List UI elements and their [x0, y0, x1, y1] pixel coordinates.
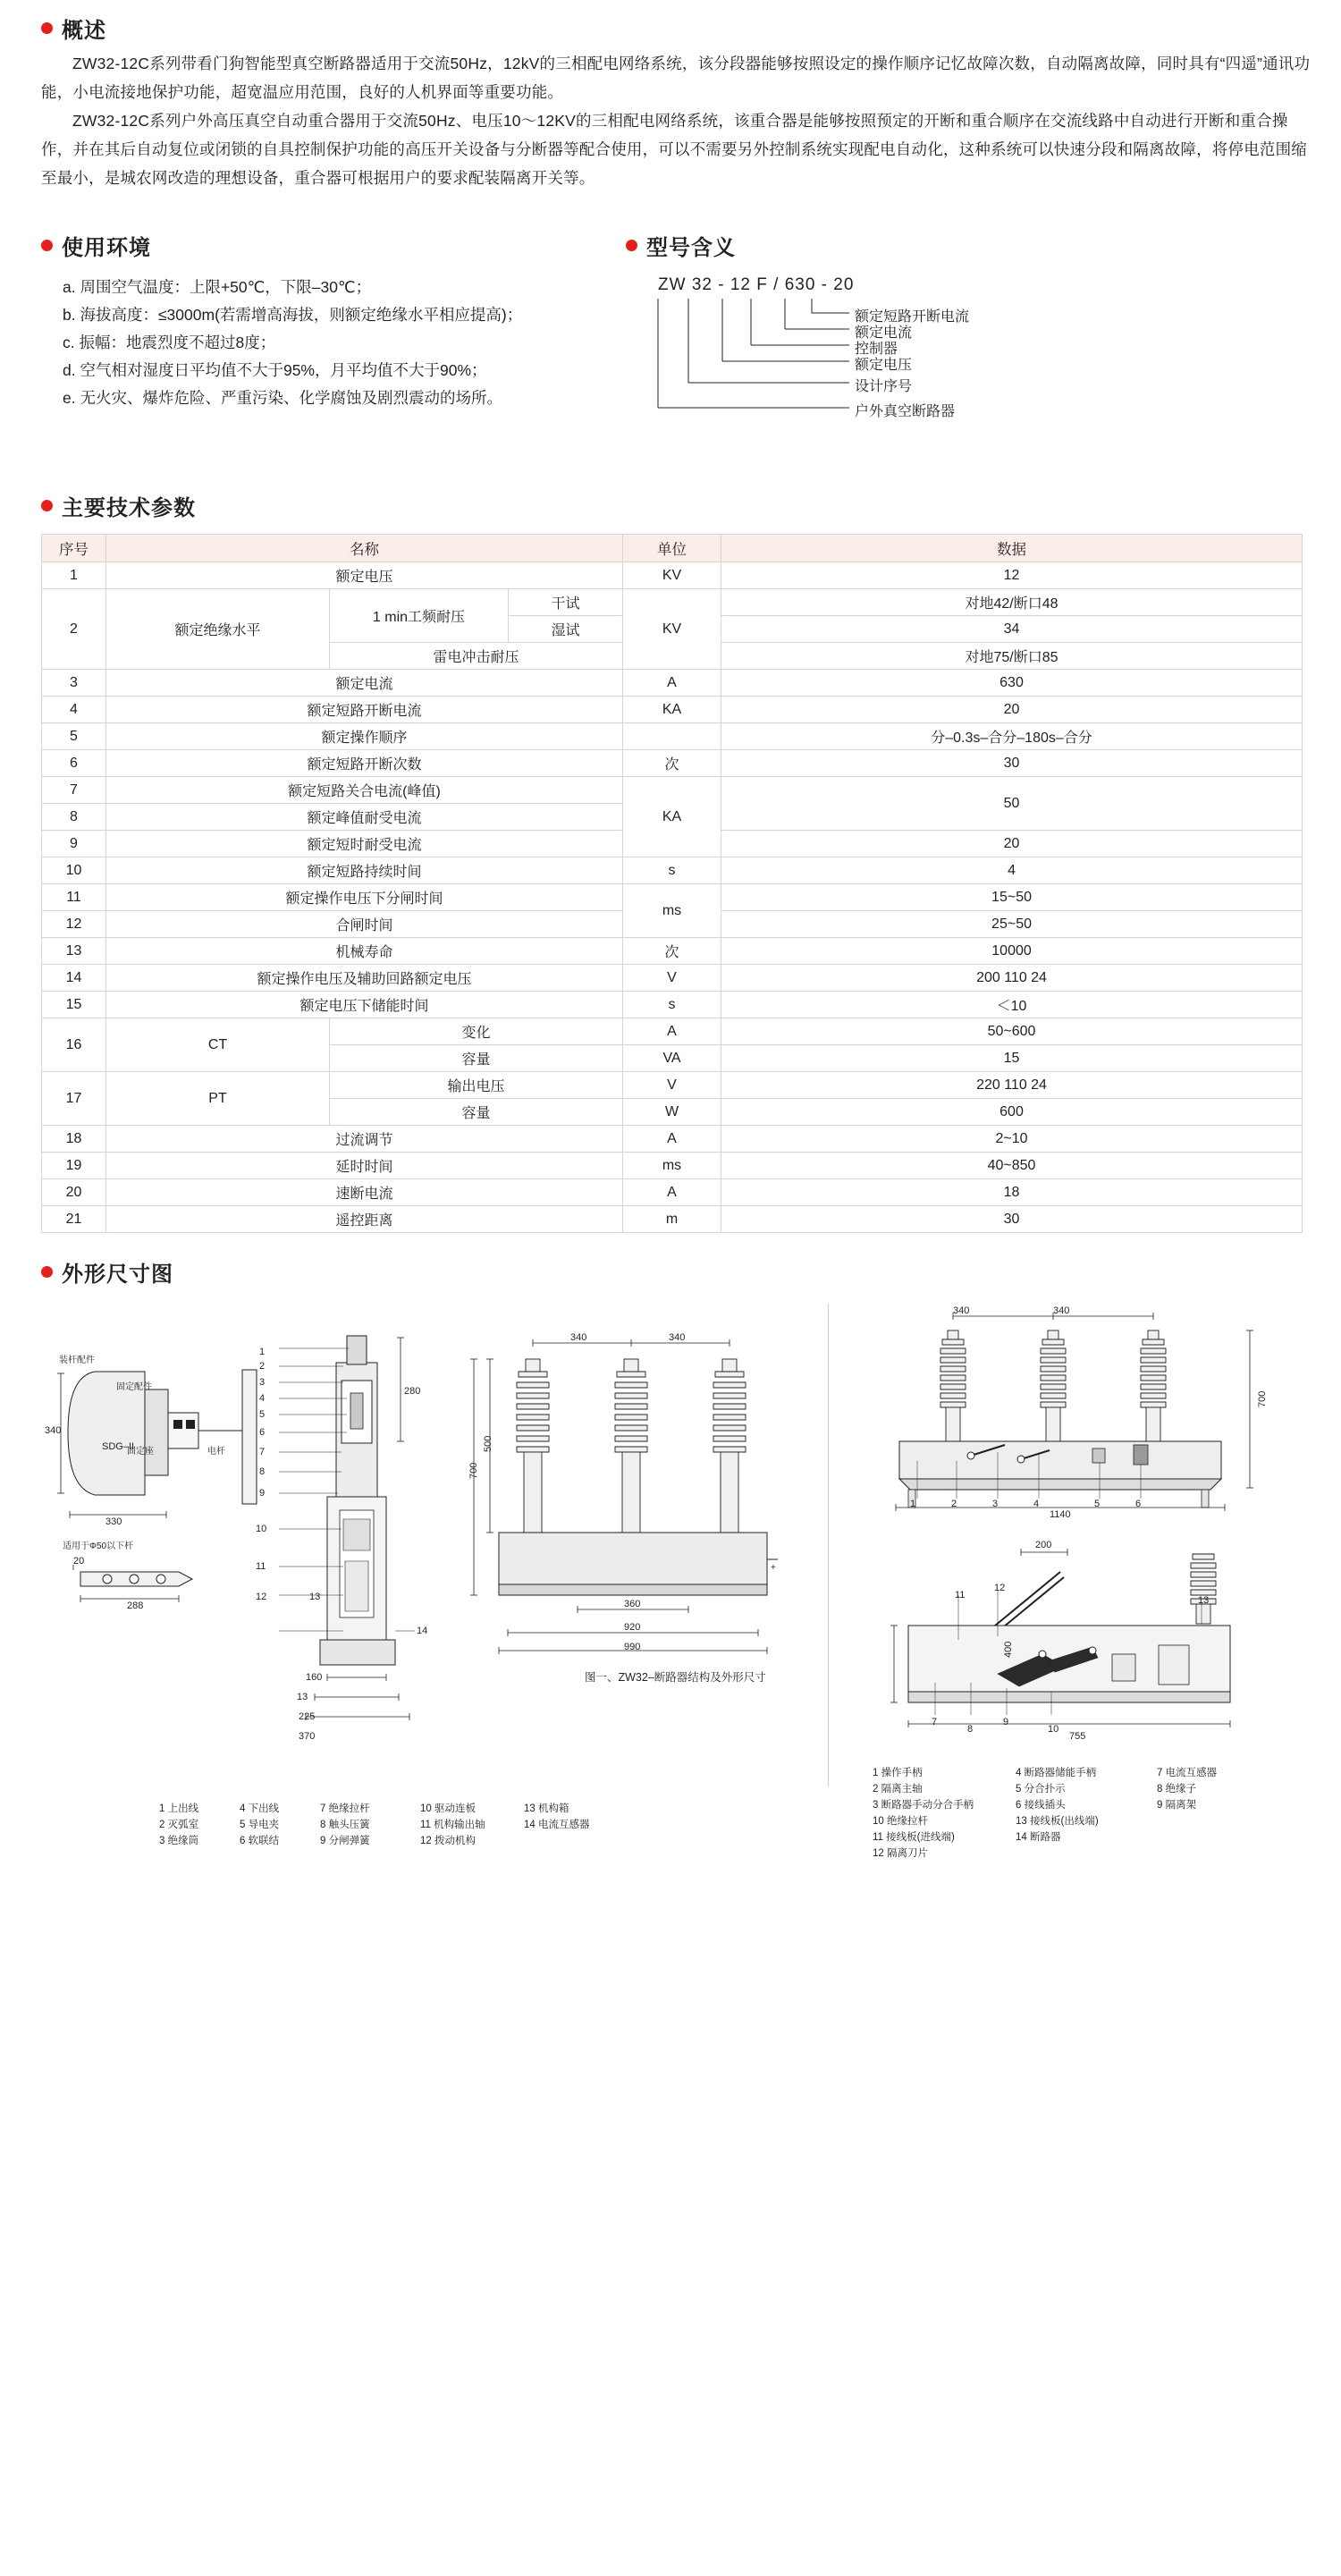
section-title: 主要技术参数: [62, 496, 196, 520]
legend-item: 6 软联结: [240, 1836, 280, 1846]
cell-name: 额定短路持续时间: [106, 857, 623, 884]
cell-unit: 次: [623, 938, 721, 965]
cell-sub2: 干试: [509, 589, 623, 616]
cell-value: 30: [721, 750, 1303, 777]
legend-item: 9 分闸弹簧: [320, 1836, 370, 1846]
cell-no: 17: [42, 1072, 106, 1126]
cell-name: 额定短路关合电流(峰值): [106, 777, 623, 804]
cell-no: 18: [42, 1126, 106, 1153]
callout-1: 1: [259, 1347, 266, 1357]
bullet-dot-icon: [41, 22, 53, 34]
tag-label: SDG–II: [102, 1441, 135, 1452]
list-item: a. 周围空气温度：上限+50℃，下限–30℃；: [63, 278, 372, 296]
legend-left-col3: [320, 1801, 370, 1849]
model-label-5: 户外真空断路器: [855, 404, 956, 419]
drawings-canvas: [41, 1300, 1302, 1962]
section-drawing: [265, 1327, 461, 1747]
dimensions-heading: [41, 1256, 1341, 1288]
cell-value: 630: [721, 670, 1303, 697]
table-row: [42, 750, 1303, 777]
label-fixed-seat: 固定座: [127, 1447, 154, 1457]
cell-value: 50~600: [721, 1018, 1303, 1045]
legend-item: 4 断路器储能手柄: [1016, 1768, 1097, 1778]
section-title: 外形尺寸图: [62, 1263, 173, 1287]
cell-value: 40~850: [721, 1153, 1303, 1179]
legend-item: 9 隔离架: [1157, 1800, 1197, 1811]
table-row: [42, 965, 1303, 992]
cell-sub: 输出电压: [330, 1072, 623, 1099]
callout-14: 14: [417, 1626, 428, 1636]
legend-item: 7 绝缘拉杆: [320, 1803, 370, 1814]
cell-name: 额定电压下储能时间: [106, 992, 623, 1018]
cell-value: ＜10: [721, 992, 1303, 1018]
cell-name: 额定电流: [106, 670, 623, 697]
overview-body: [41, 49, 1311, 192]
callout-9: 9: [259, 1488, 266, 1499]
iso-num-8: 8: [967, 1724, 974, 1735]
table-row: [42, 1126, 1303, 1153]
cell-name: 额定峰值耐受电流: [106, 804, 623, 831]
table-row: [42, 938, 1303, 965]
bullet-dot-icon: [41, 500, 53, 511]
cell-unit: [623, 723, 721, 750]
cell-name: 机械寿命: [106, 938, 623, 965]
cell-no: 21: [42, 1206, 106, 1233]
dimensions-section: [0, 1256, 1341, 1962]
legend-left-col4: [420, 1801, 485, 1849]
legend-item: 11 机构输出轴: [420, 1820, 485, 1830]
model-label-3: 额定电压: [855, 358, 913, 373]
dim-160: 160: [306, 1672, 323, 1683]
iso-num-7: 7: [932, 1717, 938, 1727]
legend-item: 13 机构箱: [524, 1803, 569, 1814]
cell-name: CT: [106, 1018, 330, 1072]
cell-unit: ms: [623, 884, 721, 938]
table-row: [42, 1179, 1303, 1206]
environment-list: [63, 274, 626, 412]
cell-value: 34: [721, 616, 1303, 643]
bullet-dot-icon: [41, 1266, 53, 1278]
cell-value: 对地75/断口85: [721, 643, 1303, 670]
dim-288: 288: [127, 1600, 144, 1611]
table-row: [42, 697, 1303, 723]
cell-name: 额定操作电压下分闸时间: [106, 884, 623, 911]
legend-item: 2 隔离主轴: [873, 1784, 923, 1795]
cell-value: 50: [721, 777, 1303, 831]
cell-unit: A: [623, 1126, 721, 1153]
cell-unit: KA: [623, 777, 721, 857]
top-dim-340-a: 340: [953, 1305, 970, 1316]
cell-unit: A: [623, 670, 721, 697]
front-dim-360: 360: [624, 1599, 641, 1609]
cell-no: 7: [42, 777, 106, 804]
assembly-num-2: 2: [951, 1499, 957, 1509]
table-row: [42, 777, 1303, 804]
callout-4: 4: [259, 1393, 266, 1404]
dim-20: 20: [73, 1556, 85, 1567]
cell-no: 6: [42, 750, 106, 777]
cell-unit: KA: [623, 697, 721, 723]
legend-item: 4 下出线: [240, 1803, 280, 1814]
callout-2: 2: [259, 1361, 266, 1372]
iso-dim-400: 400: [1003, 1641, 1014, 1658]
callout-10: 10: [256, 1524, 267, 1534]
assembly-num-3: 3: [992, 1499, 999, 1509]
legend-item: 3 绝缘筒: [159, 1836, 199, 1846]
dim-330: 330: [105, 1516, 122, 1527]
top-dim-340-b: 340: [1053, 1305, 1070, 1316]
list-item: c. 振幅：地震烈度不超过8度；: [63, 334, 276, 351]
dim-280: 280: [404, 1386, 421, 1397]
callout-5: 5: [259, 1409, 266, 1420]
cell-value: 2~10: [721, 1126, 1303, 1153]
table-header-row: [42, 535, 1303, 562]
cell-sub: 容量: [330, 1045, 623, 1072]
cell-no: 14: [42, 965, 106, 992]
assembly-num-1: 1: [910, 1499, 916, 1509]
cell-unit: V: [623, 965, 721, 992]
cell-name: 额定短路开断次数: [106, 750, 623, 777]
environment-section: [0, 230, 626, 454]
cell-name: 额定短路开断电流: [106, 697, 623, 723]
cell-no: 15: [42, 992, 106, 1018]
cell-unit: W: [623, 1099, 721, 1126]
front-elevation-drawing: [479, 1336, 801, 1693]
callout-6: 6: [259, 1427, 266, 1438]
legend-item: 11 接线板(进线端): [873, 1832, 955, 1843]
cell-unit: s: [623, 992, 721, 1018]
cell-unit: KV: [623, 589, 721, 670]
list-item: e. 无火灾、爆炸危险、严重污染、化学腐蚀及剧烈震动的场所。: [63, 389, 502, 407]
cell-name: 速断电流: [106, 1179, 623, 1206]
legend-item: 5 导电夹: [240, 1820, 280, 1830]
legend-item: 2 灭弧室: [159, 1820, 199, 1830]
table-row: [42, 1153, 1303, 1179]
cell-name: PT: [106, 1072, 330, 1126]
bullet-dot-icon: [626, 240, 637, 251]
cell-name: 额定电压: [106, 562, 623, 589]
cell-sub: 容量: [330, 1099, 623, 1126]
table-row: [42, 1072, 1303, 1099]
front-dim-990: 990: [624, 1642, 641, 1652]
legend-item: 8 绝缘子: [1157, 1784, 1197, 1795]
cell-unit: V: [623, 1072, 721, 1099]
cell-name: 遥控距离: [106, 1206, 623, 1233]
legend-right-col1: [873, 1765, 974, 1862]
iso-num-12: 12: [994, 1583, 1006, 1593]
legend-item: 1 操作手柄: [873, 1768, 923, 1778]
iso-num-9: 9: [1003, 1717, 1009, 1727]
model-section: [626, 230, 1341, 454]
cell-name: 额定操作顺序: [106, 723, 623, 750]
cell-value: 25~50: [721, 911, 1303, 938]
panel-divider: [828, 1304, 829, 1786]
legend-item: 8 触头压簧: [320, 1820, 370, 1830]
cell-value: 600: [721, 1099, 1303, 1126]
iso-num-11: 11: [955, 1590, 966, 1600]
params-section: [0, 490, 1341, 1233]
legend-right-col3: [1157, 1765, 1217, 1813]
iso-dim-200: 200: [1035, 1540, 1052, 1550]
dim-370: 370: [299, 1731, 316, 1742]
cell-no: 2: [42, 589, 106, 670]
cell-no: 20: [42, 1179, 106, 1206]
front-dim-700: 700: [468, 1462, 479, 1479]
cell-value: 18: [721, 1179, 1303, 1206]
spec-table: [41, 534, 1303, 1233]
legend-item: 5 分合扑示: [1016, 1784, 1066, 1795]
model-label-0: 额定短路开断电流: [855, 309, 970, 325]
cell-sub: 变化: [330, 1018, 623, 1045]
front-dim-500: 500: [483, 1435, 493, 1452]
callout-11: 11: [256, 1561, 266, 1572]
model-label-2: 控制器: [855, 342, 898, 357]
cell-sub2: 湿试: [509, 616, 623, 643]
iso-num-10: 10: [1048, 1724, 1059, 1735]
cell-no: 12: [42, 911, 106, 938]
overview-paragraph-2: ZW32-12C系列户外高压真空自动重合器用于交流50Hz、电压10～12KV的三相配电网络系统，该重合器是能够按照预定的开断和重合顺序在交流线路中自动进行开断和重合操作，并在其后自动复位或闭锁的自具控制保护功能的高压开关设备与分断器等配合使用，可以不需要另外控制系统实现配电自动化，这种系统可以快速分段和隔离故障，将停电范围缩至最小，是城农网改造的理想设备，重合器可根据用户的要求配装隔离开关等。: [41, 112, 1307, 187]
cell-no: 5: [42, 723, 106, 750]
legend-item: 3 断路器手动分合手柄: [873, 1800, 974, 1811]
cell-name: 延时时间: [106, 1153, 623, 1179]
cell-unit: KV: [623, 562, 721, 589]
cell-sub: 雷电冲击耐压: [330, 643, 623, 670]
assembly-num-4: 4: [1033, 1499, 1040, 1509]
legend-item: 10 驱动连板: [420, 1803, 476, 1814]
table-row: [42, 884, 1303, 911]
dim-225: 225: [299, 1711, 316, 1722]
top-dim-700: 700: [1257, 1390, 1268, 1407]
front-dim-340-a: 340: [570, 1332, 587, 1343]
top-dim-1140: 1140: [1050, 1509, 1071, 1520]
cell-value: 15~50: [721, 884, 1303, 911]
legend-item: 13 接线板(出线端): [1016, 1816, 1099, 1827]
cell-value: 20: [721, 831, 1303, 857]
iso-num-13: 13: [1198, 1595, 1210, 1606]
legend-left-col2: [240, 1801, 279, 1849]
cell-value: 20: [721, 697, 1303, 723]
cell-no: 11: [42, 884, 106, 911]
dim-13: 13: [297, 1692, 308, 1702]
label-applicable-note: 适用于Φ50以下杆: [63, 1541, 134, 1551]
cell-unit: ms: [623, 1153, 721, 1179]
col-header-name: 名称: [106, 535, 623, 562]
cell-unit: VA: [623, 1045, 721, 1072]
figure-caption: 图一、ZW32–断路器结构及外形尺寸: [585, 1671, 766, 1684]
table-row: [42, 562, 1303, 589]
legend-item: 10 绝缘拉杆: [873, 1816, 928, 1827]
cell-value: 12: [721, 562, 1303, 589]
cell-no: 10: [42, 857, 106, 884]
cell-unit: m: [623, 1206, 721, 1233]
cell-name: 额定短时耐受电流: [106, 831, 623, 857]
cell-sub: 1 min工频耐压: [330, 589, 509, 643]
cell-no: 9: [42, 831, 106, 857]
table-row: [42, 723, 1303, 750]
legend-left-col5: [524, 1801, 590, 1833]
table-row: [42, 857, 1303, 884]
list-item: b. 海拔高度：≤3000m(若需增高海拔，则额定绝缘水平相应提高)；: [63, 306, 523, 324]
section-title: 概述: [62, 19, 106, 43]
cell-no: 1: [42, 562, 106, 589]
assembly-num-5: 5: [1094, 1499, 1101, 1509]
overview-paragraph-1: ZW32-12C系列带看门狗智能型真空断路器适用于交流50Hz，12kV的三相配电网络系统，该分段器能够按照设定的操作顺序记忆故障次数，自动隔离故障，同时具有“四遥”通讯功能，小电流接地保护功能，超宽温应用范围，良好的人机界面等重要功能。: [41, 55, 1311, 101]
legend-item: 14 断路器: [1016, 1832, 1061, 1843]
env-model-row: [0, 230, 1341, 454]
cell-name: 合闸时间: [106, 911, 623, 938]
table-row: [42, 1206, 1303, 1233]
legend-item: 12 隔离刀片: [873, 1848, 928, 1859]
overview-heading: [41, 13, 1341, 44]
cell-value: 10000: [721, 938, 1303, 965]
cell-value: 对地42/断口48: [721, 589, 1303, 616]
legend-item: 1 上出线: [159, 1803, 199, 1814]
model-label-1: 额定电流: [855, 325, 913, 341]
model-heading: [626, 230, 1341, 261]
cell-no: 16: [42, 1018, 106, 1072]
model-decode-diagram: [626, 275, 1341, 454]
cell-value: 分–0.3s–合分–180s–合分: [721, 723, 1303, 750]
cell-no: 3: [42, 670, 106, 697]
callout-12: 12: [256, 1592, 267, 1602]
legend-item: 7 电流互感器: [1157, 1768, 1218, 1778]
cell-value: 15: [721, 1045, 1303, 1072]
legend-left-col1: [159, 1801, 198, 1849]
cell-no: 13: [42, 938, 106, 965]
cell-no: 4: [42, 697, 106, 723]
table-row: [42, 1018, 1303, 1045]
environment-heading: [41, 230, 626, 261]
front-dim-340-b: 340: [669, 1332, 686, 1343]
cell-unit: 次: [623, 750, 721, 777]
section-title: 使用环境: [62, 236, 151, 260]
cell-value: 30: [721, 1206, 1303, 1233]
callout-13: 13: [309, 1592, 321, 1602]
label-mid-fitting: 固定配件: [116, 1382, 152, 1392]
col-header-unit: 单位: [623, 535, 721, 562]
dim-340-left: 340: [45, 1425, 62, 1436]
label-pole: 电杆: [207, 1447, 225, 1457]
list-item: d. 空气相对湿度日平均值不大于95%，月平均值不大于90%；: [63, 361, 487, 379]
table-row: [42, 670, 1303, 697]
cell-unit: A: [623, 1018, 721, 1045]
callout-7: 7: [259, 1447, 266, 1457]
col-header-value: 数据: [721, 535, 1303, 562]
model-code-text: ZW 32 - 12 F / 630 - 20: [658, 275, 855, 294]
callout-8: 8: [259, 1466, 266, 1477]
cell-no: 19: [42, 1153, 106, 1179]
legend-item: 14 电流互感器: [524, 1820, 590, 1830]
cell-name: 额定操作电压及辅助回路额定电压: [106, 965, 623, 992]
cell-name: 过流调节: [106, 1126, 623, 1153]
label-install-part: 装杆配件: [59, 1356, 95, 1365]
table-row: [42, 992, 1303, 1018]
iso-dim-755: 755: [1069, 1731, 1086, 1742]
cell-value: 220 110 24: [721, 1072, 1303, 1099]
cell-name: 额定绝缘水平: [106, 589, 330, 670]
callout-3: 3: [259, 1377, 266, 1388]
flat-bracket-drawing: [72, 1556, 224, 1609]
assembly-num-6: 6: [1135, 1499, 1142, 1509]
cell-value: 4: [721, 857, 1303, 884]
svg-text:+: +: [771, 1563, 776, 1573]
pole-bracket-drawing: [59, 1363, 274, 1541]
params-heading: [41, 490, 1341, 521]
bullet-dot-icon: [41, 240, 53, 251]
cell-unit: s: [623, 857, 721, 884]
legend-item: 12 拨动机构: [420, 1836, 476, 1846]
assembly-top-drawing: [846, 1309, 1293, 1524]
col-header-no: 序号: [42, 535, 106, 562]
cell-no: 8: [42, 804, 106, 831]
legend-right-col2: [1016, 1765, 1099, 1845]
cell-value: 200 110 24: [721, 965, 1303, 992]
front-dim-920: 920: [624, 1622, 641, 1633]
section-title: 型号含义: [646, 236, 736, 260]
legend-item: 6 接线插头: [1016, 1800, 1066, 1811]
table-row: [42, 589, 1303, 616]
model-label-4: 设计序号: [855, 379, 913, 394]
cell-unit: A: [623, 1179, 721, 1206]
overview-section: [0, 0, 1341, 192]
